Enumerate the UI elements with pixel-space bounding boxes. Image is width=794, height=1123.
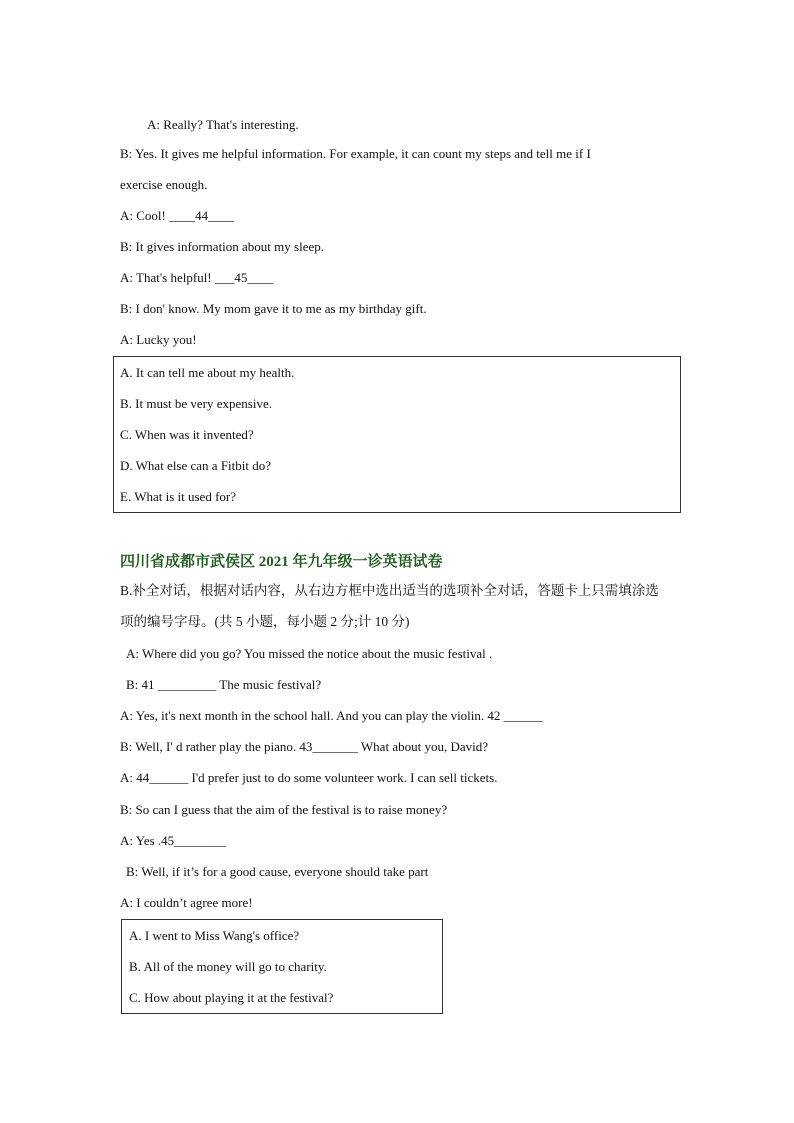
dialogue-line: A: I couldn’t agree more!: [120, 895, 253, 910]
option-item: B. All of the money will go to charity.: [129, 959, 327, 974]
option-item: C. How about playing it at the festival?: [129, 990, 334, 1005]
dialogue-line: B: Well, if it’s for a good cause, everyone should take part: [126, 864, 429, 879]
option-item: A. I went to Miss Wang's office?: [129, 928, 300, 943]
option-item: B. It must be very expensive.: [120, 396, 272, 411]
dialogue-line: B: It gives information about my sleep.: [120, 239, 324, 254]
option-item: A. It can tell me about my health.: [120, 365, 295, 380]
dialogue-line: A: That's helpful! ___45____: [120, 270, 274, 285]
dialogue-line: A: Really? That's interesting.: [147, 117, 299, 132]
dialogue-line: A: Lucky you!: [120, 332, 197, 347]
dialogue-line: exercise enough.: [120, 177, 208, 192]
dialogue-line: B: I don' know. My mom gave it to me as my birthday gift.: [120, 301, 427, 316]
dialogue-line: A: Cool! ____44____: [120, 208, 235, 223]
option-item: C. When was it invented?: [120, 427, 254, 442]
instruction-line: B.补全对话，根据对话内容，从右边方框中选出适当的选项补全对话，答题卡上只需填涂选: [120, 583, 659, 598]
dialogue-line: A: Yes, it's next month in the school hall. And you can play the violin. 42 ______: [120, 708, 543, 723]
options-box-1: [113, 356, 681, 513]
option-item: D. What else can a Fitbit do?: [120, 458, 272, 473]
dialogue-line: A: Where did you go? You missed the notice about the music festival .: [126, 646, 493, 661]
dialogue-line: A: 44______ I'd prefer just to do some volunteer work. I can sell tickets.: [120, 770, 498, 785]
section-heading: 四川省成都市武侯区 2021 年九年级一诊英语试卷: [120, 554, 443, 570]
dialogue-line: A: Yes .45________: [120, 833, 227, 848]
instruction-line: 项的编号字母。(共 5 小题，每小题 2 分;计 10 分): [120, 614, 410, 629]
dialogue-line: B: Well, I' d rather play the piano. 43_______ What about you, David?: [120, 739, 488, 754]
options-box-2: [121, 919, 443, 1014]
dialogue-line: B: Yes. It gives me helpful information. For example, it can count my steps and tell me if I: [120, 146, 591, 161]
dialogue-line: B: So can I guess that the aim of the festival is to raise money?: [120, 802, 448, 817]
option-item: E. What is it used for?: [120, 489, 237, 504]
dialogue-line: B: 41 _________ The music festival?: [126, 677, 322, 692]
